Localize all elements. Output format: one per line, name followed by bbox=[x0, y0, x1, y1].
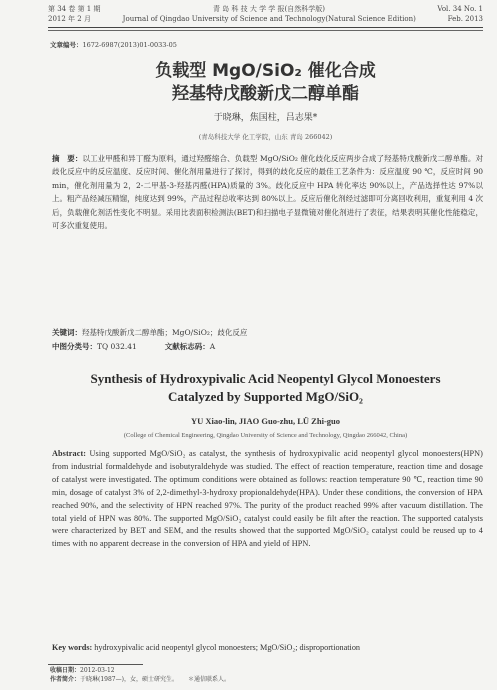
chinese-affiliation: (青岛科技大学 化工学院，山东 青岛 266042) bbox=[198, 133, 333, 141]
header-journal-en: Journal of Qingdao University of Science and Technology(Natural Science Edition) bbox=[122, 15, 416, 23]
english-title-line1: Synthesis of Hydroxypivalic Acid Neopentyl Glycol Monoesters bbox=[90, 371, 441, 386]
footnote-author bbox=[50, 676, 483, 684]
article-number-value: 1672-6987(2013)01-0033-05 bbox=[82, 41, 177, 49]
received-label: 收稿日期： bbox=[50, 667, 81, 674]
classification-line bbox=[52, 341, 483, 353]
chinese-title-line1: 负载型 MgO/SiO₂ 催化合成 bbox=[155, 61, 376, 81]
chinese-abstract bbox=[52, 152, 483, 232]
doc-code-value: A bbox=[209, 342, 216, 351]
english-authors: YU Xiao-lin, JIAO Guo-zhu, LÜ Zhi-guo bbox=[190, 416, 340, 426]
author-bio-label: 作者简介： bbox=[50, 676, 81, 683]
footnote-received bbox=[50, 667, 483, 675]
english-abstract bbox=[52, 448, 483, 551]
chinese-keywords bbox=[52, 327, 483, 339]
header-volume-cn: 第 34 卷 第 1 期 bbox=[48, 5, 101, 13]
chinese-title-line2: 羟基特戊酸新戊二醇单酯 bbox=[172, 84, 359, 104]
running-header bbox=[48, 4, 483, 24]
header-date-en: Feb. 2013 bbox=[447, 15, 483, 23]
header-rule-thick bbox=[48, 27, 483, 28]
chinese-abstract-text: 以工业甲醛和异丁醛为原料，通过羟醛缩合、负载型 MgO/SiO₂ 催化歧化反应两步合成了羟基特戊酸新戊二醇单酯。对歧化反应中的反应温度、反应时间、催化剂用量进行了探讨，得到的歧化反应的最佳工艺条件为：反应温度 90 ℃，反应时间 90 min，催化剂用量为 2，2-二甲基-3-羟基丙醛(HPA)质量的 3%。歧化反应中 HPA 转化率达 90%以上，产品选择性达 97%以上。粗产品经减压精馏，纯度达到 99%，产品过程总收率达到 80%以上。反应后催化剂经过滤即可分离回收利用，重复利用 4 次后，负载催化剂活性变化不明显。采用比表面积检测法(BET)和扫描电子显微镜对催化剂进行了表征，结果表明其催化性能稳定，可多次重复使用。 bbox=[52, 154, 483, 231]
english-title bbox=[48, 370, 483, 406]
corresponding-note: ＊通信联系人。 bbox=[187, 676, 230, 683]
footnote-rule bbox=[48, 664, 143, 665]
header-date-cn: 2012 年 2 月 bbox=[48, 15, 91, 23]
article-number-label: 文章编号： bbox=[50, 41, 83, 49]
english-keywords-text: hydroxypivalic acid neopentyl glycol monoesters; MgO/SiO₂; disproportionation bbox=[94, 643, 361, 652]
chinese-keywords-text: 羟基特戊酸新戊二醇单酯；MgO/SiO₂；歧化反应 bbox=[82, 328, 248, 337]
doc-code-label: 文献标志码： bbox=[164, 342, 210, 351]
english-abstract-text: Using supported MgO/SiO₂ as catalyst, the synthesis of hydroxypivalic acid neopentyl glycol monoesters(HPN) from industrial formaldehyde and isobutyraldehyde was studied. The effect of reaction temperature, reaction time and dosage of catalyst were investigated. The optimum conditions were obtained as follows: reaction temperature 90 ℃, reaction time 90 min, dosage of catalyst 3% of 2,2-dimethyl-3-hydroxy propionaldehyde(HPA). Under these conditions, the conversion of HPA reached 90%, and the selectivity of HPN reached 97%. The purity of the product reached 99% after vacuum distillation. The total yield of HPN was 80%. The supported MgO/SiO₂ catalyst could easily be filt after the reaction. The supported catalysts were characterized by BET and SEM, and the results showed that the supported MgO/SiO₂ catalyst could be reused up to 4 times with no apparent decrease in the conversion of HPA and yield of HPN. bbox=[52, 449, 483, 549]
header-journal-cn: 青 岛 科 技 大 学 学 报(自然科学版) bbox=[212, 5, 325, 13]
clc-label: 中图分类号： bbox=[52, 342, 97, 351]
chinese-authors: 于晓琳，焦国柱，吕志果* bbox=[213, 113, 318, 123]
chinese-abstract-label: 摘 要： bbox=[52, 154, 83, 163]
header-rule-thin bbox=[48, 30, 483, 31]
english-keywords-label: Key words: bbox=[52, 643, 93, 652]
clc-value: TQ 032.41 bbox=[97, 342, 137, 351]
english-title-line2: Catalyzed by Supported MgO/SiO₂ bbox=[168, 389, 363, 404]
english-affiliation: (College of Chemical Engineering, Qingdao University of Science and Technology, Qingdao 266042, China) bbox=[123, 432, 408, 439]
header-volume-en: Vol. 34 No. 1 bbox=[437, 5, 483, 13]
chinese-title bbox=[48, 60, 483, 106]
english-abstract-label: Abstract: bbox=[52, 449, 87, 458]
received-value: 2012-03-12 bbox=[80, 667, 115, 674]
author-bio-value: 于晓琳(1987—)，女，硕士研究生。 bbox=[80, 676, 178, 683]
chinese-keywords-label: 关键词： bbox=[52, 328, 82, 337]
english-keywords bbox=[52, 642, 483, 655]
article-number bbox=[50, 40, 177, 49]
